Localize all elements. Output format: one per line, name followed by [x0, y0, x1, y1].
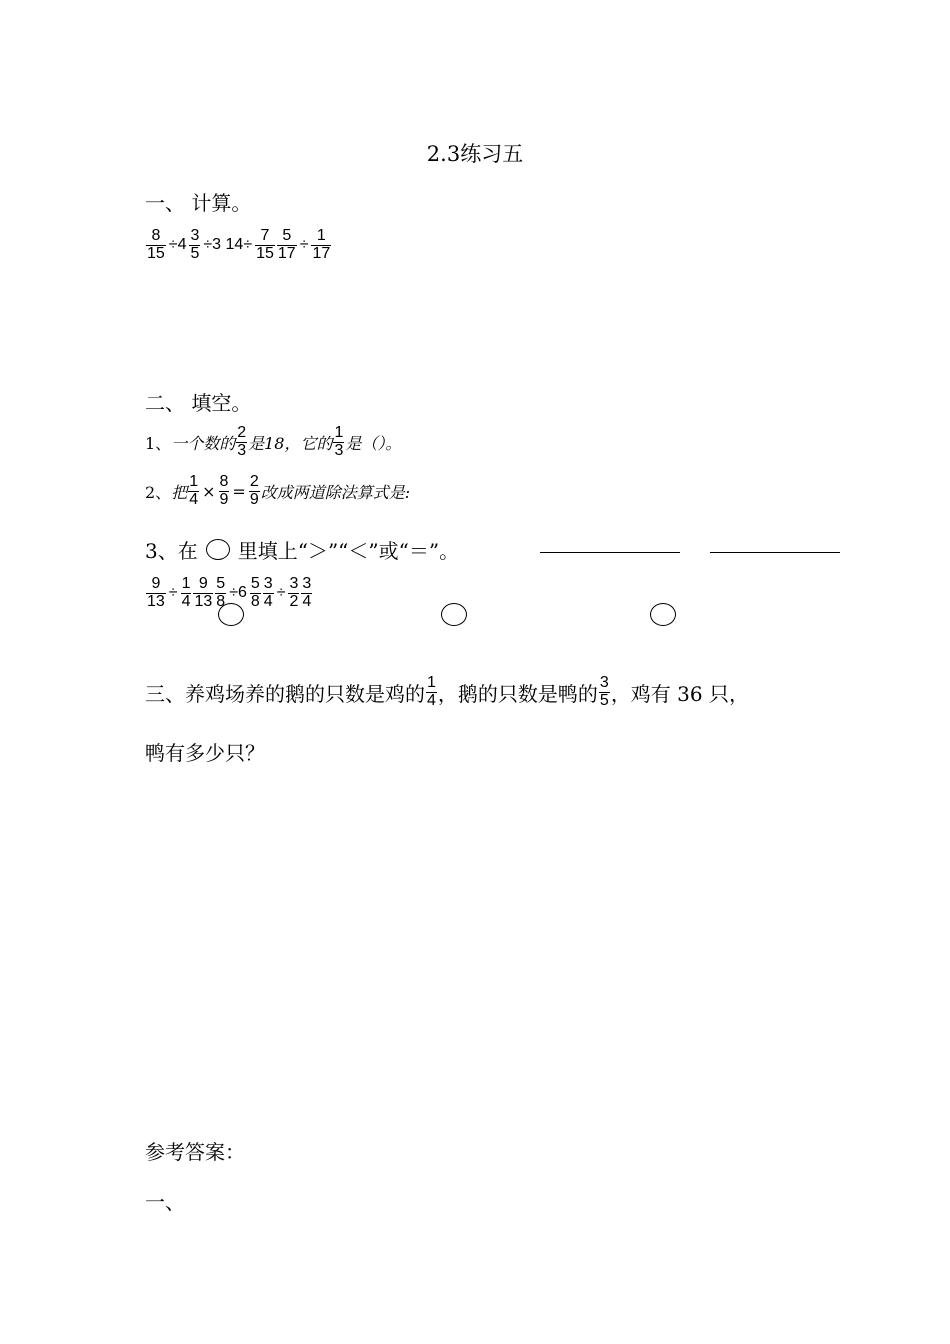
numerator: 9: [151, 575, 161, 592]
denominator: 5: [599, 691, 609, 709]
operator: ÷4: [168, 236, 187, 254]
question-text: 一个数的: [171, 433, 236, 453]
numerator: 1: [181, 575, 191, 592]
fraction: [599, 675, 610, 710]
numerator: 3: [302, 575, 312, 592]
fraction: [181, 576, 192, 611]
answer-line: [710, 552, 840, 553]
question-number: 2、: [145, 482, 172, 502]
denominator: 4: [263, 592, 273, 610]
fraction: [263, 576, 274, 611]
question-text: 改成两道除法算式是:: [260, 482, 411, 502]
question-text: 里填上“＞”“＜”或“＝”。: [237, 539, 460, 563]
denominator: 5: [190, 244, 200, 262]
fraction: [236, 425, 247, 460]
denominator: 17: [312, 244, 331, 262]
denominator: 8: [250, 592, 260, 610]
numerator: 5: [250, 575, 260, 592]
denominator: 4: [181, 592, 191, 610]
numerator: 1: [316, 227, 326, 244]
denominator: 4: [427, 691, 436, 709]
fraction: [146, 228, 166, 263]
denominator: 13: [147, 592, 165, 610]
fraction: [250, 576, 261, 611]
numerator: 5: [282, 227, 292, 244]
section3-problem: [145, 675, 749, 710]
fraction: [255, 228, 275, 263]
numerator: 1: [189, 473, 199, 490]
fraction: [189, 228, 200, 263]
denominator: 8: [216, 592, 226, 610]
denominator: 2: [289, 592, 299, 610]
operator: ÷: [276, 584, 286, 602]
fraction: [219, 474, 230, 509]
denominator: 13: [194, 592, 213, 610]
fraction: [188, 474, 199, 509]
fraction: [193, 576, 213, 611]
numerator: 3: [263, 575, 273, 592]
numerator: 8: [151, 227, 161, 244]
numerator: 2: [249, 473, 259, 490]
question-3: [145, 535, 459, 564]
denominator: 3: [334, 441, 344, 459]
page-title: 2.3练习五: [426, 142, 524, 166]
fraction: [311, 228, 331, 263]
compare-circle-icon[interactable]: [218, 603, 244, 626]
denominator: 15: [147, 244, 165, 262]
problem-text: ，鹅的只数是鸭的: [437, 681, 598, 706]
problem-text: ，鸡有 36 只，: [610, 681, 749, 706]
denominator: 4: [302, 592, 312, 610]
compare-circle-icon[interactable]: [441, 603, 467, 626]
fraction: [333, 425, 344, 460]
numerator: 8: [219, 473, 229, 490]
numerator: 2: [237, 424, 247, 441]
question-2: [145, 474, 410, 509]
fraction: [301, 576, 312, 611]
fraction: [288, 576, 299, 611]
operator: =: [232, 481, 246, 501]
section3-problem-line2: 鸭有多少只？: [145, 741, 265, 765]
numerator: 3: [289, 575, 299, 592]
answer-line: [540, 552, 680, 553]
numerator: 1: [334, 424, 344, 441]
numerator: 5: [216, 575, 226, 592]
numerator: 1: [427, 674, 436, 691]
denominator: 9: [249, 490, 259, 508]
answers-heading: 参考答案：: [145, 1140, 245, 1164]
circle-icon: [206, 539, 230, 560]
operator: ÷: [168, 584, 178, 602]
denominator: 9: [219, 490, 229, 508]
question-number: 1、: [145, 433, 172, 453]
fraction: [277, 228, 297, 263]
operator: ÷6: [229, 584, 247, 602]
fraction: [146, 576, 166, 611]
question-text: 是18，它的: [248, 433, 333, 453]
operator: ×: [202, 481, 216, 501]
numerator: 3: [190, 227, 200, 244]
numerator: 9: [198, 575, 208, 592]
operator: ÷3 14÷: [203, 236, 253, 254]
section2-heading: 二、 填空。: [145, 391, 252, 415]
operator: ÷: [299, 236, 309, 254]
numerator: 7: [260, 227, 270, 244]
question-text: 3、在: [145, 539, 198, 563]
denominator: 17: [277, 244, 296, 262]
denominator: 4: [189, 490, 199, 508]
question-text: 把: [171, 482, 188, 502]
problem-text: 三、养鸡场养的鹅的只数是鸡的: [145, 681, 425, 706]
fraction: [426, 675, 437, 710]
section1-expression: [145, 228, 332, 263]
numerator: 3: [599, 674, 609, 691]
answers-item-1: 一、: [145, 1190, 185, 1214]
compare-circle-icon[interactable]: [650, 603, 676, 626]
denominator: 3: [237, 441, 247, 459]
section1-heading: 一、 计算。: [145, 191, 252, 215]
fraction: [249, 474, 260, 509]
question-text: 是（）。: [345, 433, 402, 453]
denominator: 15: [256, 244, 274, 262]
question-1: [145, 425, 401, 460]
